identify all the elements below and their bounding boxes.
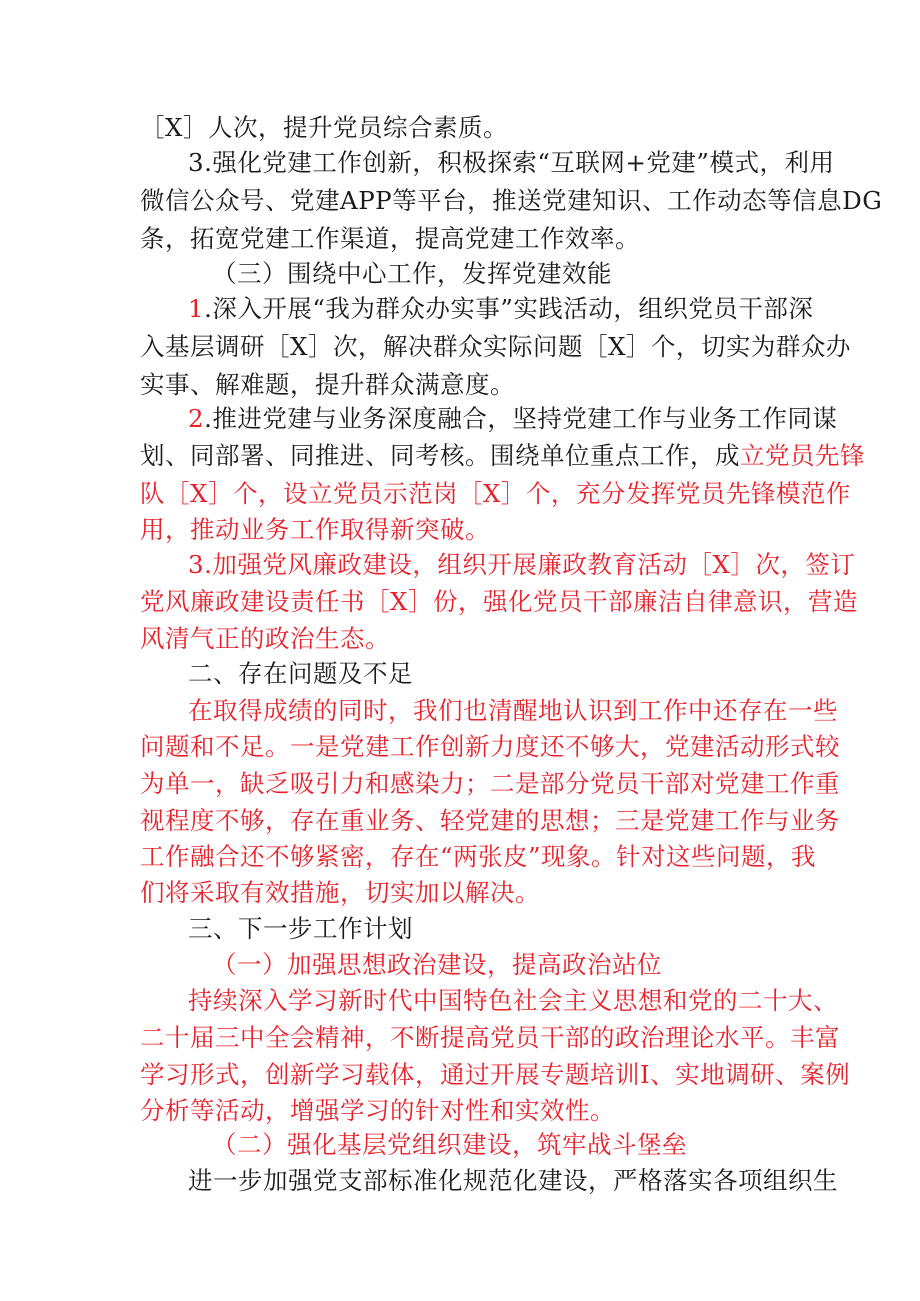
text-line: 进一步加强党支部标准化规范化建设，严格落实各项组织生 — [188, 1166, 838, 1195]
text-line: 队［X］个，设立党员示范岗［X］个，充分发挥党员先锋模范作 — [140, 479, 851, 508]
text-line: 视程度不够，存在重业务、轻党建的思想；三是党建工作与业务 — [140, 806, 840, 835]
section-heading: （一）加强思想政治建设，提高政治站位 — [212, 950, 662, 979]
text-line: 持续深入学习新时代中国特色社会主义思想和党的二十大、 — [188, 986, 838, 1015]
section-heading: （三）围绕中心工作，发挥党建效能 — [212, 259, 612, 288]
text-line: 1.深入开展“我为群众办实事”实践活动，组织党员干部深 — [188, 294, 814, 323]
text-line: 们将采取有效措施，切实加以解决。 — [140, 878, 540, 907]
text-line: 分析等活动，增强学习的针对性和实效性。 — [140, 1096, 615, 1125]
text-line: 3.加强党风廉政建设，组织开展廉政教育活动［X］次，签订 — [188, 550, 856, 579]
text-line: 工作融合还不够紧密，存在“两张皮”现象。针对这些问题，我 — [140, 842, 817, 871]
text-line: 实事、解难题，提升群众满意度。 — [140, 370, 515, 399]
text-line: ［X］人次，提升党员综合素质。 — [140, 113, 508, 142]
text-line: 党风廉政建设责任书［X］份，强化党员干部廉洁自律意识，营造 — [140, 587, 858, 616]
section-heading: 三、下一步工作计划 — [188, 914, 413, 943]
text-line: 二十届三中全会精神，不断提高党员干部的政治理论水平。丰富 — [140, 1023, 840, 1052]
text-line: 入基层调研［X］次，解决群众实际问题［X］个，切实为群众办 — [140, 332, 851, 361]
text-line: 条，拓宽党建工作渠道，提高党建工作效率。 — [140, 224, 640, 253]
section-heading: 二、存在问题及不足 — [188, 659, 413, 688]
text-line: 问题和不足。一是党建工作创新力度还不够大，党建活动形式较 — [140, 732, 840, 761]
text-line: 微信公众号、党建APP等平台，推送党建知识、工作动态等信息DG — [140, 186, 883, 215]
text-line: 2.推进党建与业务深度融合，坚持党建工作与业务工作同谋 — [188, 404, 838, 433]
section-heading: （二）强化基层党组织建设，筑牢战斗堡垒 — [212, 1130, 687, 1159]
text-line: 划、同部署、同推进、同考核。围绕单位重点工作，成立党员先锋 — [140, 441, 865, 470]
text-line: 为单一，缺乏吸引力和感染力；二是部分党员干部对党建工作重 — [140, 769, 840, 798]
text-line: 风清气正的政治生态。 — [140, 624, 390, 653]
text-line: 学习形式，创新学习载体，通过开展专题培训I、实地调研、案例 — [140, 1060, 851, 1089]
text-line: 用，推动业务工作取得新突破。 — [140, 515, 490, 544]
text-line: 3.强化党建工作创新，积极探索“互联网+党建”模式，利用 — [188, 148, 835, 177]
text-line: 在取得成绩的同时，我们也清醒地认识到工作中还存在一些 — [188, 696, 838, 725]
